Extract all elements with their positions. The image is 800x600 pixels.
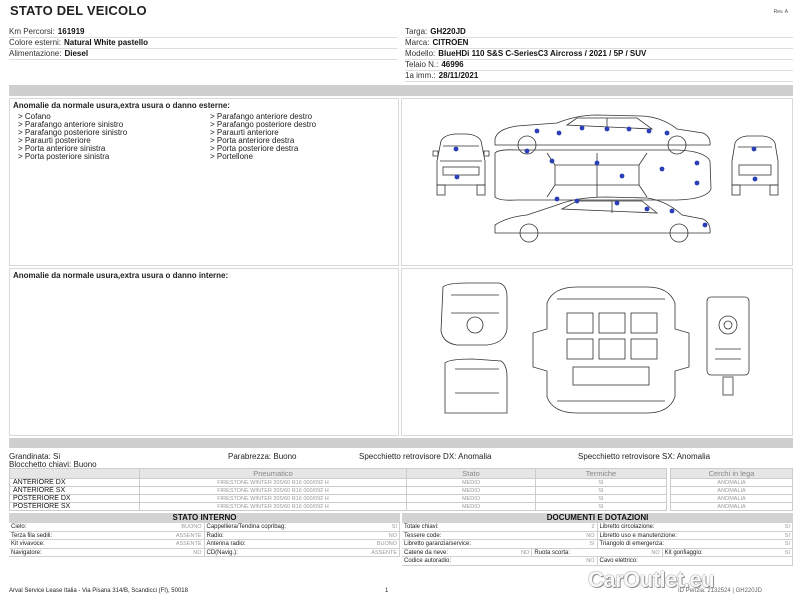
vehicle-info-value: 46996 <box>441 60 464 69</box>
damage-item: > Porta posteriore sinistra <box>18 152 110 161</box>
damage-item: > Cofano <box>18 112 51 121</box>
damage-marker <box>454 147 459 152</box>
vehicle-info-label: Targa: <box>405 27 428 36</box>
damage-item: > Parafango posteriore destro <box>210 120 317 129</box>
damage-marker <box>595 161 600 166</box>
damage-marker <box>703 223 708 228</box>
vehicle-info-value: Diesel <box>64 49 89 58</box>
damage-item: > Porta posteriore destra <box>210 144 299 153</box>
mirror-left-condition: Specchietto retrovisore SX: Anomalia <box>578 452 711 461</box>
vehicle-info-row <box>9 27 397 38</box>
kv-value: ASSENTE <box>371 549 397 556</box>
tyre-model: FIRESTONE WINTER 205/60 R16 000/092 H <box>140 503 407 511</box>
kv-value: SI <box>391 524 397 530</box>
vehicle-info-label: Telaio N.: <box>405 60 439 69</box>
documents-title: DOCUMENTI E DOTAZIONI <box>402 513 793 523</box>
kv-cell <box>598 532 794 540</box>
kv-label: Cavo elettrico: <box>599 558 638 564</box>
damage-item: > Porta anteriore sinistra <box>18 144 106 153</box>
car-interior-diagram <box>407 273 789 433</box>
revision-label: Rev. A <box>773 9 788 15</box>
tyre-position: POSTERIORE SX <box>10 503 140 511</box>
tyre-model: FIRESTONE WINTER 205/60 R16 000/092 H <box>140 479 407 487</box>
tyre-rims: ANOMALIA <box>671 479 793 487</box>
kv-label: Libretto circolazione: <box>599 524 655 530</box>
car-side-view-lower <box>495 197 710 242</box>
tyre-winter: SI <box>536 479 667 487</box>
kv-label: Kit vivavoce: <box>11 541 45 547</box>
damage-marker <box>580 126 585 131</box>
steering-wheel-view <box>707 297 749 395</box>
footer-page-number: 1 <box>385 588 389 594</box>
kv-value: 2 <box>591 524 595 530</box>
damage-item: > Parafango anteriore destro <box>210 112 313 121</box>
kv-label: Cappelliera/Tendina copribag: <box>206 524 286 530</box>
damage-marker <box>550 159 555 164</box>
tyre-state: MEDIO <box>407 495 536 503</box>
damage-marker <box>525 149 530 154</box>
kv-row <box>402 523 793 532</box>
car-exterior-diagram <box>407 101 789 265</box>
damage-marker <box>575 199 580 204</box>
internal-state-table <box>9 523 400 557</box>
tyre-header-stato: Stato <box>407 469 536 479</box>
damage-marker <box>752 147 757 152</box>
kv-cell <box>402 540 598 548</box>
documents-table <box>402 523 793 566</box>
tyre-header-spacer <box>10 469 140 479</box>
tyre-winter: SI <box>536 495 667 503</box>
damage-marker <box>665 131 670 136</box>
vehicle-info-row <box>405 60 793 71</box>
kv-value: NO <box>193 549 202 556</box>
kv-label: Tessere code: <box>404 532 442 539</box>
kv-row <box>9 549 400 558</box>
kv-row <box>402 540 793 549</box>
vehicle-info-label: 1a imm.: <box>405 71 436 80</box>
kv-cell <box>9 540 205 548</box>
kv-value: NO <box>388 532 397 539</box>
kv-label: Catene da neve: <box>404 549 449 556</box>
kv-cell <box>532 549 662 557</box>
footer-company: Arval Service Lease Italia - Via Pisana 314/B, Scandicci (FI), 50018 <box>9 588 188 594</box>
kv-cell <box>205 540 401 548</box>
kv-cell <box>205 523 401 531</box>
exterior-damage-list-right <box>210 113 316 161</box>
kv-label: Kit gonfiaggio: <box>664 549 703 556</box>
kv-row <box>402 532 793 541</box>
damage-marker <box>455 175 460 180</box>
tyre-row <box>10 495 793 503</box>
tyre-rims: ANOMALIA <box>671 503 793 511</box>
rear-seat-view <box>445 359 507 413</box>
tyre-header-pneumatico: Pneumatico <box>140 469 407 479</box>
kv-label: Antenna radio: <box>206 541 246 547</box>
vehicle-info-label: Marca: <box>405 38 430 47</box>
kv-label: Ruota scorta: <box>534 549 571 556</box>
interior-damage-panel <box>9 268 399 436</box>
internal-state-title: STATO INTERNO <box>9 513 400 523</box>
tyre-state: MEDIO <box>407 479 536 487</box>
vehicle-info-row <box>9 49 397 60</box>
kv-value: ASSENTE <box>175 541 202 547</box>
tyre-state: MEDIO <box>407 503 536 511</box>
kv-cell <box>402 532 598 540</box>
kv-label: CD(Navig.): <box>206 549 238 556</box>
damage-marker <box>647 129 652 134</box>
kv-cell <box>205 549 401 557</box>
vehicle-info-row <box>405 38 793 49</box>
vehicle-info-value: CITROEN <box>432 38 469 47</box>
kv-label: Cielo: <box>11 524 27 530</box>
kv-cell <box>598 540 794 548</box>
vehicle-info-value: 161919 <box>57 27 85 36</box>
kv-label: Totale chiavi: <box>404 524 439 530</box>
mirror-right-condition: Specchietto retrovisore DX: Anomalia <box>359 452 492 461</box>
damage-marker <box>605 127 610 132</box>
tyre-table <box>9 468 793 511</box>
vehicle-info-value: Natural White pastello <box>64 38 149 47</box>
tyre-row <box>10 487 793 495</box>
kv-value: SI <box>784 532 790 539</box>
kv-row <box>9 532 400 541</box>
vehicle-info-label: Km Percorsi: <box>9 27 55 36</box>
vehicle-info-value: GH220JD <box>430 27 466 36</box>
exterior-diagram-panel <box>401 98 793 266</box>
vehicle-info-row <box>405 27 793 38</box>
section-divider-bar <box>9 85 793 96</box>
car-rear-view <box>732 136 778 195</box>
kv-value: ASSENTE <box>175 532 202 539</box>
tyre-position: ANTERIORE DX <box>10 479 140 487</box>
tyre-winter: SI <box>536 487 667 495</box>
hail-condition: Grandinata: Si <box>9 452 61 461</box>
kv-cell <box>598 523 794 531</box>
kv-cell <box>402 557 598 565</box>
tyre-rims: ANOMALIA <box>671 495 793 503</box>
vehicle-info-row <box>405 49 793 60</box>
exterior-damage-title: Anomalie da normale usura,extra usura o danno esterne: <box>13 101 230 110</box>
damage-marker <box>753 177 758 182</box>
damage-item: > Parafango posteriore sinistro <box>18 128 128 137</box>
car-front-view <box>433 134 489 195</box>
damage-marker <box>627 127 632 132</box>
damage-item: > Portellone <box>210 152 253 161</box>
damage-marker <box>557 131 562 136</box>
kv-label: Terza fila sedili: <box>11 532 53 539</box>
footer-report-id: ID Perizia: 2132524 | GH220JD <box>678 588 762 594</box>
kv-label: Radio: <box>206 532 224 539</box>
damage-marker <box>535 129 540 134</box>
damage-marker <box>615 201 620 206</box>
dashboard-view <box>441 283 507 345</box>
tyre-rims: ANOMALIA <box>671 487 793 495</box>
key-lock-condition: Blocchetto chiavi: Buono <box>9 460 97 469</box>
kv-cell <box>9 532 205 540</box>
interior-damage-title: Anomalie da normale usura,extra usura o danno interne: <box>13 271 229 280</box>
damage-item: > Parafango anteriore sinistro <box>18 120 124 129</box>
damage-marker <box>695 161 700 166</box>
kv-cell <box>9 523 205 531</box>
damage-item: > Paraurti posteriore <box>18 136 91 145</box>
kv-cell <box>663 549 793 557</box>
damage-item: > Porta anteriore destra <box>210 136 295 145</box>
tyre-header-cerchi: Cerchi in lega <box>671 469 793 479</box>
kv-value: SI <box>784 524 790 530</box>
tyre-position: ANTERIORE SX <box>10 487 140 495</box>
vehicle-info-right <box>405 27 793 82</box>
conditions-divider-bar <box>9 438 793 448</box>
vehicle-info-label: Alimentazione: <box>9 49 62 58</box>
tyre-row <box>10 479 793 487</box>
kv-value: NO <box>521 549 530 556</box>
tyre-state: MEDIO <box>407 487 536 495</box>
kv-label: Libretto garanzia/service: <box>404 541 472 547</box>
damage-marker <box>670 209 675 214</box>
kv-label: Libretto uso e manutenzione: <box>599 532 677 539</box>
vehicle-info-label: Colore esterni: <box>9 38 62 47</box>
kv-value: NO <box>651 549 660 556</box>
kv-cell <box>402 523 598 531</box>
tyre-model: FIRESTONE WINTER 205/60 R16 000/092 H <box>140 495 407 503</box>
tyre-model: FIRESTONE WINTER 205/60 R16 000/092 H <box>140 487 407 495</box>
kv-value: SI <box>589 541 595 547</box>
vehicle-info-value: 28/11/2021 <box>438 71 479 80</box>
exterior-damage-list-left <box>18 113 127 161</box>
kv-cell <box>402 549 532 557</box>
kv-cell <box>598 557 794 565</box>
damage-item: > Paraurti anteriore <box>210 128 279 137</box>
car-side-view-upper <box>495 115 710 154</box>
damage-marker <box>695 181 700 186</box>
damage-marker <box>645 207 650 212</box>
kv-value: SI <box>784 549 790 556</box>
kv-value: BUONO <box>376 541 397 547</box>
exterior-damage-panel <box>9 98 399 266</box>
interior-diagram-panel <box>401 268 793 436</box>
kv-label: Triangolo di emergenza: <box>599 541 664 547</box>
kv-cell <box>9 549 205 557</box>
kv-value: NO <box>586 558 595 564</box>
damage-marker <box>660 167 665 172</box>
car-plan-view <box>495 150 711 200</box>
kv-row <box>9 523 400 532</box>
cabin-plan-view <box>533 287 689 413</box>
tyre-header-termiche: Termiche <box>536 469 667 479</box>
kv-row <box>9 540 400 549</box>
kv-value: NO <box>586 532 595 539</box>
windshield-condition: Parabrezza: Buono <box>228 452 297 461</box>
tyre-row <box>10 503 793 511</box>
kv-value: BUONO <box>181 524 202 530</box>
vehicle-info-label: Modello: <box>405 49 436 58</box>
vehicle-info-row <box>9 38 397 49</box>
kv-label: Navigatore: <box>11 549 42 556</box>
vehicle-info-row <box>405 71 793 82</box>
kv-row <box>402 549 793 558</box>
vehicle-info-left <box>9 27 397 60</box>
kv-value: SI <box>784 541 790 547</box>
damage-marker <box>620 174 625 179</box>
tyre-position: POSTERIORE DX <box>10 495 140 503</box>
vehicle-info-value: BlueHDi 110 S&S C-SeriesC3 Aircross / 2021 / 5P / SUV <box>438 49 647 58</box>
tyre-winter: SI <box>536 503 667 511</box>
watermark-logo: CarOutlet.eu <box>588 567 715 592</box>
damage-marker <box>555 197 560 202</box>
kv-row <box>402 557 793 566</box>
page-title: STATO DEL VEICOLO <box>10 3 147 18</box>
kv-label: Codice autoradio: <box>404 558 452 564</box>
kv-cell <box>205 532 401 540</box>
